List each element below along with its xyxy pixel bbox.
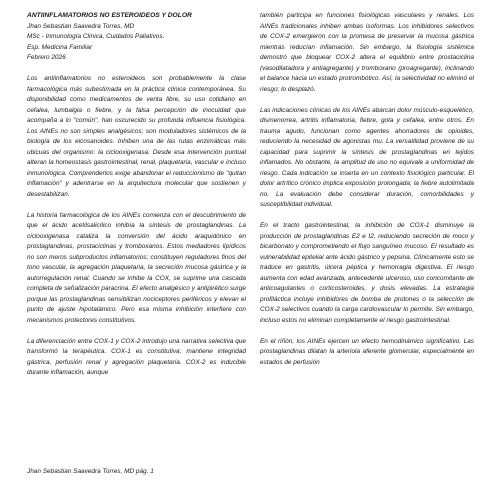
document-date: Febrero 2026 [27, 54, 66, 61]
right-column [260, 11, 474, 368]
right-paragraph-2: Las indicaciones clínicas de los AINEs abarcan dolor músculo-esquelético, dismenorrea, artritis inflamatoria, fiebre, gota y cefalea, entre otros. En trauma agudo, funcionan como agentes ahorradores de opioides, reduciendo la necesidad de agonistas mu. La versatilidad proviene de su capacidad para suprimir la síntesis de prostaglandinas en tejidos inflamados. No obstante, la amplitud de uso no equivale a uniformidad de riesgo. Cada indicación se inserta en un contexto fisiológico particular. El dolor artrítico crónico implica exposición prolongada; la fiebre autolimitada no. La evaluación debe considerar duración, comorbilidades y susceptibilidad individual. [260, 106, 474, 208]
right-paragraph-1: también participa en funciones fisiológicas vasculares y renales. Los AINEs tradicionales inhiben ambas isoformas. Los inhibidores selectivos de COX-2 emergieron con la promesa de preservar la mucosa gástrica mientras reducían inflamación. Sin embargo, la fisiología sistémica demostró que bloquear COX-2 altera el equilibrio entre prostaciclina (vasodilatadora y antiagregante) y tromboxano (proagregante), inclinando el balance hacia un estado protrombótico. Así, la selectividad no eliminó el riesgo; lo desplazó. [260, 12, 474, 93]
author-credential-1: MSc - Inmunología Clínica, Cuidados Paliativos. [27, 33, 165, 40]
left-paragraph-1: Los antiinflamatorios no esteroideos son probablemente la clase farmacológica más subestimada en la práctica clínica contemporánea. Su disponibilidad como medicamentos de venta libre, su uso cotidiano en cefalea, lumbalgia o fiebre, y la falsa percepción de inocuidad que acompaña a lo "común", han oscurecido su profunda influencia fisiológica. Los AINEs no son simples analgésicos; son moduladores sistémicos de la biología de los eicosanoides. Inhiben una de las rutas enzimáticas más ubicuas del organismo: la ciclooxigenasa. Desde esa intervención puntual alteran la homeostasis gastrointestinal, renal, plaquetaria, vascular e incluso inmunológica. Comprenderlos exige abandonar el reduccionismo de "quitan inflamación" y adentrarse en la arquitectura molecular que sostienen y desestabilizan. [27, 75, 246, 198]
right-paragraph-4: En el riñón, los AINEs ejercen un efecto hemodinámico significativo. Las prostaglandinas dilatan la arteriola aferente glomerular, especialmente en estados de perfusión [260, 337, 474, 366]
left-paragraph-2: La historia farmacológica de los AINEs comienza con el descubrimiento de que el ácido acetilsalicílico inhibía la síntesis de prostaglandinas. La ciclooxigenasa cataliza la conversión del ácido araquidónico en prostaglandinas, prostaciclinas y tromboxanos. Estos mediadores lipídicos no son meros subproductos inflamatorios; constituyen reguladores finos del tono vascular, la agregación plaquetaria, la secreción mucosa gástrica y la autorregulación renal. Cuando se inhibe la COX, se suprime una cascada completa de señalización paracrina. El efecto analgésico y antipirético surge porque las prostaglandinas sensibilizan nociceptores periféricos y elevan el punto de ajuste hipotalámico. Pero esa misma inhibición interfiere con mecanismos protectores constitutivos. [27, 211, 246, 324]
author-credential-2: Esp. Medicina Familiar [27, 43, 93, 51]
left-column [27, 11, 246, 379]
document-title: ANTIINFLAMATORIOS NO ESTEROIDEOS Y DOLOR [27, 12, 192, 19]
left-paragraph-3: La diferenciación entre COX-1 y COX-2 introdujo una narrativa selectiva que transformó la terapéutica. COX-1 es constitutiva; mantiene integridad gástrica, perfusión renal y agregación plaquetaria. COX-2 es inducible durante inflamación, aunque [27, 337, 246, 376]
author-name: Jhan Sebastian Saavedra Torres, MD [27, 22, 135, 30]
right-paragraph-3: En el tracto gastrointestinal, la inhibición de COX-1 disminuye la producción de prostaglandinas E2 e I2, reduciendo secreción de moco y bicarbonato y comprometiendo el flujo sanguíneo mucoso. El resultado es vulnerabilidad epitelial ante ácido gástrico y pepsina. Clínicamente esto se traduce en gastritis, úlcera péptica y hemorragia digestiva. El riesgo aumenta con edad avanzada, antecedente ulceroso, uso concomitante de anticoagulantes o corticosteroides, y dosis elevadas. La estrategia profiláctica incluye inhibidores de bomba de protones o la selección de COX-2 selectivos cuando la carga cardiovascular lo permite. Sin embargo, incluso estos no eliminan completamente el riesgo gastrointestinal. [260, 222, 474, 324]
page-footer: Jhan Sebastian Saavedra Torres, MD pág. 1 [27, 468, 154, 475]
